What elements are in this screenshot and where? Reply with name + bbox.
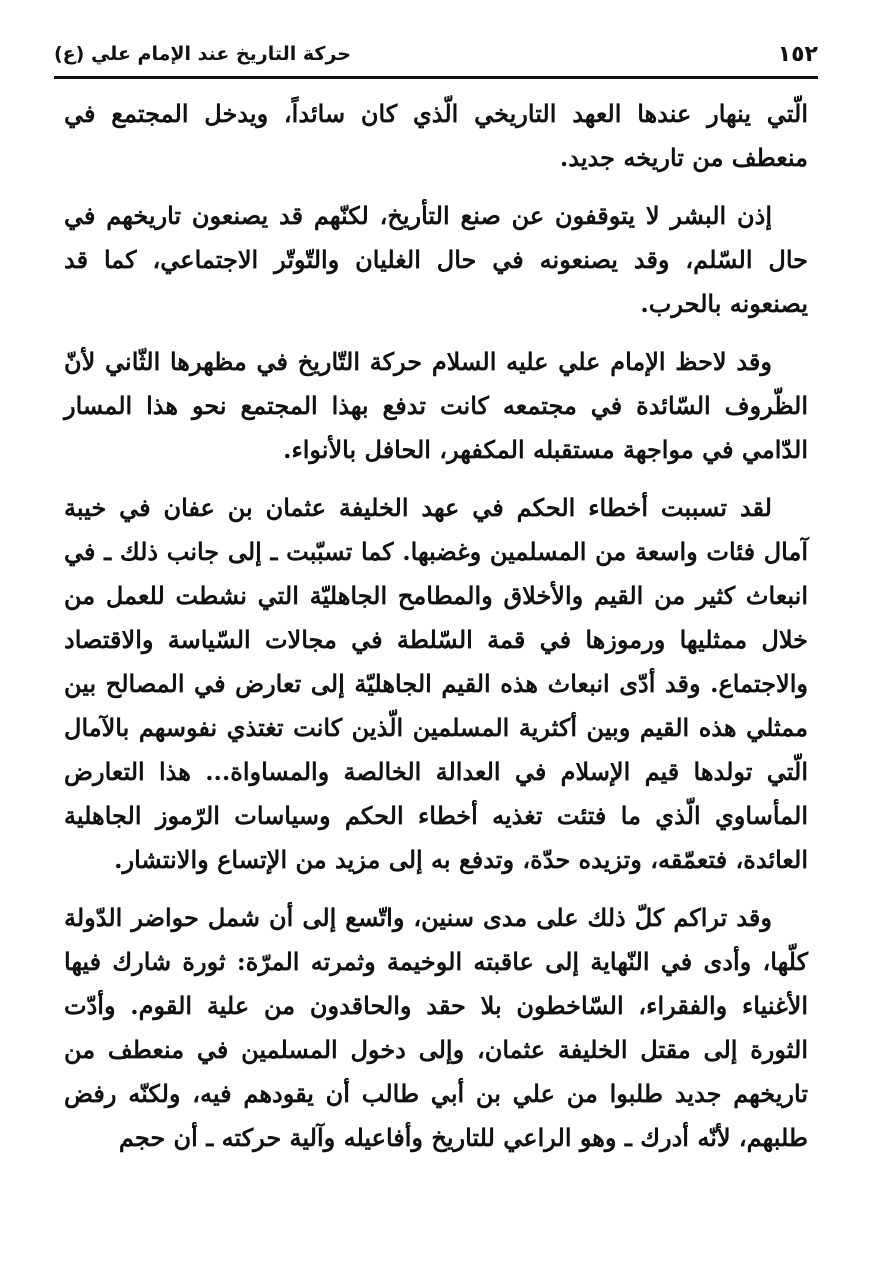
running-header [54, 34, 818, 74]
page-number: ١٥٢ [777, 41, 818, 67]
paragraph: إذن البشر لا يتوقفون عن صنع التأريخ، لكنّهم قد يصنعون تاريخهم في حال السّلم، وقد يصنعونه في حال الغليان والتّوتّر الاجتماعي، كما قد يصنعونه بالحرب. [64, 201, 808, 318]
paragraph: وقد لاحظ الإمام علي عليه السلام حركة التّاريخ في مظهرها الثّاني لأنّ الظّروف السّائدة في مجتمعه كانت تدفع بهذا المجتمع نحو هذا المسار الدّامي في مواجهة مستقبله المكفهر، الحافل بالأنواء. [64, 347, 808, 464]
paragraph: الّتي ينهار عندها العهد التاريخي الّذي كان سائداً، ويدخل المجتمع في منعطف من تاريخه جديد. [64, 99, 808, 172]
paragraph: لقد تسببت أخطاء الحكم في عهد الخليفة عثمان بن عفان في خيبة آمال فئات واسعة من المسلمين وغضبها. كما تسبّبت ـ إلى جانب ذلك ـ في انبعاث كثير من القيم والأخلاق والمطامح الجاهليّة التي نشطت للعمل من خلال ممثليها ورموزها في قمة السّلطة في مجالات السّياسة والاقتصاد والاجتماع. وقد أدّى انبعاث هذه القيم الجاهليّة إلى تعارض في المصالح بين ممثلي هذه القيم وبين أكثرية المسلمين الّذين كانت تغتذي نفوسهم بالآمال الّتي تولدها قيم الإسلام في العدالة الخالصة والمساواة... هذا التعارض المأساوي الّذي ما فتئت تغذيه أخطاء الحكم وسياسات الرّموز الجاهلية العائدة، فتعمّقه، وتزيده حدّة، وتدفع به إلى مزيد من الإتساع والانتشار. [64, 493, 809, 874]
running-title: حركة التاريخ عند الإمام علي (ع) [54, 43, 351, 65]
paragraph: وقد تراكم كلّ ذلك على مدى سنين، واتّسع إلى أن شمل حواضر الدّولة كلّها، وأدى في النّهاية إلى عاقبته الوخيمة وثمرته المرّة: ثورة شارك فيها الأغنياء والفقراء، السّاخطون بلا حقد والحاقدون من علية القوم. وأدّت الثورة إلى مقتل الخليفة عثمان، وإلى دخول المسلمين في منعطف من تاريخهم جديد طلبوا من علي بن أبي طالب أن يقودهم فيه، ولكنّه رفض طلبهم، لأنّه أدرك ـ وهو الراعي للتاريخ وأفاعيله وآلية حركته ـ أن حجم [64, 903, 809, 1152]
body-text [64, 92, 808, 1174]
header-divider [54, 76, 818, 79]
